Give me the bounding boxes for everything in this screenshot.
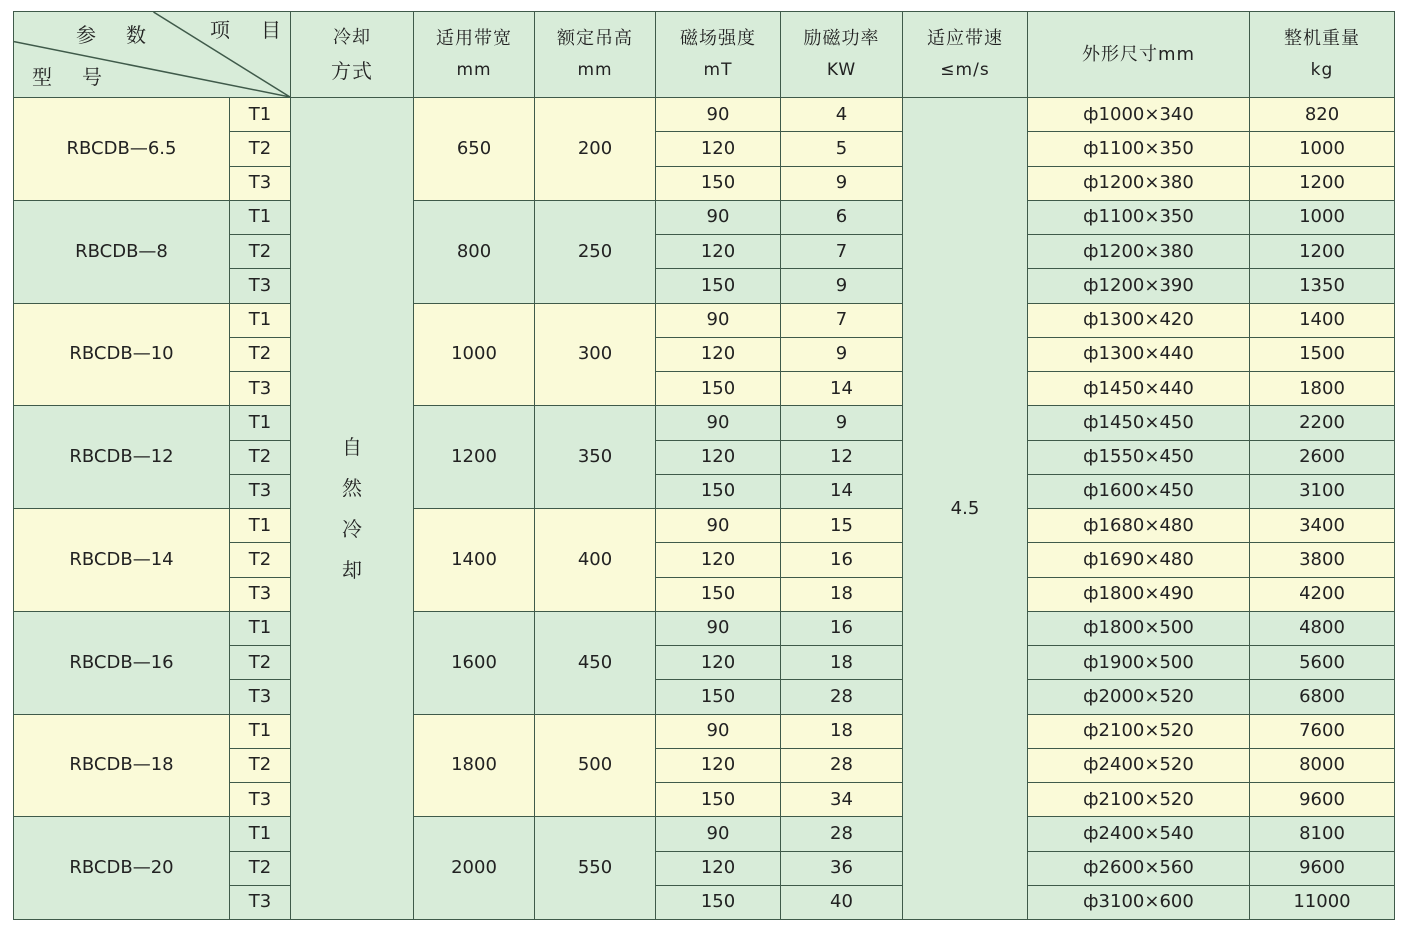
variant-cell: T1 [230,509,291,543]
weight-cell: 820 [1250,98,1395,132]
header-speed: 适应带速 ≤m/s [903,12,1028,98]
belt-width-cell: 1400 [414,509,535,612]
power-cell: 40 [781,885,903,919]
model-name-cell: RBCDB—8 [14,200,230,303]
lift-height-cell: 550 [535,817,656,920]
weight-cell: 1500 [1250,337,1395,371]
field-strength-cell: 120 [656,543,781,577]
table-row [14,200,1395,234]
variant-cell: T2 [230,440,291,474]
header-power: 励磁功率 KW [781,12,903,98]
header-field-strength: 磁场强度 mT [656,12,781,98]
variant-cell: T3 [230,166,291,200]
field-strength-cell: 150 [656,783,781,817]
weight-cell: 7600 [1250,714,1395,748]
weight-cell: 5600 [1250,646,1395,680]
field-strength-cell: 150 [656,474,781,508]
field-strength-cell: 150 [656,885,781,919]
corner-label-4: 目 [261,18,281,42]
lift-height-cell: 300 [535,303,656,406]
field-strength-cell: 90 [656,611,781,645]
field-strength-cell: 120 [656,646,781,680]
power-cell: 7 [781,303,903,337]
spec-table [13,11,1395,920]
corner-label-3: 项 [210,18,230,42]
dimensions-cell: ф2100×520 [1028,714,1250,748]
cooling-char: 冷 [342,516,362,541]
lift-height-cell: 250 [535,200,656,303]
dimensions-cell: ф2000×520 [1028,680,1250,714]
header-row [14,12,1395,98]
weight-cell: 4200 [1250,577,1395,611]
header-cooling: 冷却 方式 [291,12,414,98]
weight-cell: 2200 [1250,406,1395,440]
dimensions-cell: ф1450×450 [1028,406,1250,440]
field-strength-cell: 90 [656,200,781,234]
field-strength-cell: 150 [656,577,781,611]
dimensions-cell: ф1100×350 [1028,200,1250,234]
power-cell: 15 [781,509,903,543]
lift-height-cell: 500 [535,714,656,817]
dimensions-cell: ф1300×420 [1028,303,1250,337]
dimensions-cell: ф2400×540 [1028,817,1250,851]
power-cell: 12 [781,440,903,474]
header-lift-height: 额定吊高 mm [535,12,656,98]
weight-cell: 11000 [1250,885,1395,919]
field-strength-cell: 150 [656,372,781,406]
dimensions-cell: ф1900×500 [1028,646,1250,680]
power-cell: 16 [781,611,903,645]
field-strength-cell: 120 [656,235,781,269]
corner-label-6: 号 [82,65,102,89]
dimensions-cell: ф1800×490 [1028,577,1250,611]
power-cell: 28 [781,680,903,714]
spec-table-body [14,12,1395,920]
table-row [14,98,1395,132]
weight-cell: 3800 [1250,543,1395,577]
field-strength-cell: 90 [656,714,781,748]
weight-cell: 6800 [1250,680,1395,714]
field-strength-cell: 150 [656,166,781,200]
model-name-cell: RBCDB—18 [14,714,230,817]
power-cell: 34 [781,783,903,817]
belt-width-cell: 2000 [414,817,535,920]
weight-cell: 4800 [1250,611,1395,645]
header-weight: 整机重量 kg [1250,12,1395,98]
weight-cell: 9600 [1250,851,1395,885]
dimensions-cell: ф2100×520 [1028,783,1250,817]
variant-cell: T2 [230,235,291,269]
weight-cell: 9600 [1250,783,1395,817]
corner-header-cell [14,12,291,98]
variant-cell: T1 [230,406,291,440]
variant-cell: T3 [230,680,291,714]
corner-label-2: 数 [126,23,146,47]
power-cell: 9 [781,166,903,200]
field-strength-cell: 120 [656,337,781,371]
field-strength-cell: 90 [656,303,781,337]
corner-label-1: 参 [76,23,96,47]
power-cell: 28 [781,748,903,782]
power-cell: 9 [781,269,903,303]
variant-cell: T2 [230,851,291,885]
power-cell: 14 [781,474,903,508]
model-name-cell: RBCDB—12 [14,406,230,509]
lift-height-cell: 350 [535,406,656,509]
model-name-cell: RBCDB—14 [14,509,230,612]
power-cell: 18 [781,714,903,748]
dimensions-cell: ф3100×600 [1028,885,1250,919]
belt-width-cell: 1600 [414,611,535,714]
variant-cell: T3 [230,885,291,919]
belt-width-cell: 1000 [414,303,535,406]
header-dimensions: 外形尺寸mm [1028,12,1250,98]
weight-cell: 1000 [1250,200,1395,234]
variant-cell: T3 [230,372,291,406]
weight-cell: 3400 [1250,509,1395,543]
weight-cell: 1350 [1250,269,1395,303]
dimensions-cell: ф1200×380 [1028,235,1250,269]
power-cell: 6 [781,200,903,234]
field-strength-cell: 120 [656,132,781,166]
cooling-method-cell [291,98,414,920]
belt-width-cell: 1800 [414,714,535,817]
weight-cell: 2600 [1250,440,1395,474]
cooling-method-text [342,427,362,591]
variant-cell: T3 [230,783,291,817]
model-name-cell: RBCDB—20 [14,817,230,920]
model-name-cell: RBCDB—10 [14,303,230,406]
field-strength-cell: 90 [656,817,781,851]
dimensions-cell: ф2600×560 [1028,851,1250,885]
dimensions-cell: ф1300×440 [1028,337,1250,371]
header-belt-width: 适用带宽 mm [414,12,535,98]
dimensions-cell: ф1000×340 [1028,98,1250,132]
variant-cell: T1 [230,303,291,337]
lift-height-cell: 400 [535,509,656,612]
weight-cell: 1800 [1250,372,1395,406]
table-row [14,611,1395,645]
weight-cell: 8000 [1250,748,1395,782]
weight-cell: 1000 [1250,132,1395,166]
field-strength-cell: 150 [656,269,781,303]
power-cell: 14 [781,372,903,406]
variant-cell: T2 [230,132,291,166]
variant-cell: T2 [230,337,291,371]
variant-cell: T3 [230,577,291,611]
dimensions-cell: ф1690×480 [1028,543,1250,577]
weight-cell: 1200 [1250,166,1395,200]
power-cell: 36 [781,851,903,885]
power-cell: 18 [781,577,903,611]
field-strength-cell: 90 [656,406,781,440]
table-row [14,509,1395,543]
corner-label-5: 型 [32,65,52,89]
field-strength-cell: 90 [656,509,781,543]
belt-width-cell: 1200 [414,406,535,509]
power-cell: 5 [781,132,903,166]
lift-height-cell: 200 [535,98,656,201]
dimensions-cell: ф1100×350 [1028,132,1250,166]
field-strength-cell: 120 [656,440,781,474]
table-row [14,303,1395,337]
cooling-char: 自 [342,434,362,459]
variant-cell: T1 [230,200,291,234]
cooling-char: 然 [342,475,362,500]
belt-width-cell: 800 [414,200,535,303]
power-cell: 9 [781,406,903,440]
power-cell: 16 [781,543,903,577]
variant-cell: T2 [230,748,291,782]
power-cell: 9 [781,337,903,371]
table-row [14,406,1395,440]
dimensions-cell: ф1450×440 [1028,372,1250,406]
lift-height-cell: 450 [535,611,656,714]
variant-cell: T1 [230,611,291,645]
dimensions-cell: ф1200×390 [1028,269,1250,303]
dimensions-cell: ф2400×520 [1028,748,1250,782]
weight-cell: 1400 [1250,303,1395,337]
speed-cell: 4.5 [903,98,1028,920]
model-name-cell: RBCDB—16 [14,611,230,714]
power-cell: 18 [781,646,903,680]
weight-cell: 8100 [1250,817,1395,851]
weight-cell: 1200 [1250,235,1395,269]
field-strength-cell: 120 [656,748,781,782]
power-cell: 4 [781,98,903,132]
variant-cell: T1 [230,98,291,132]
power-cell: 7 [781,235,903,269]
cooling-char: 却 [342,557,362,582]
dimensions-cell: ф1800×500 [1028,611,1250,645]
dimensions-cell: ф1680×480 [1028,509,1250,543]
table-row [14,817,1395,851]
variant-cell: T3 [230,474,291,508]
belt-width-cell: 650 [414,98,535,201]
variant-cell: T2 [230,543,291,577]
variant-cell: T1 [230,817,291,851]
power-cell: 28 [781,817,903,851]
table-row [14,714,1395,748]
weight-cell: 3100 [1250,474,1395,508]
dimensions-cell: ф1550×450 [1028,440,1250,474]
field-strength-cell: 150 [656,680,781,714]
dimensions-cell: ф1600×450 [1028,474,1250,508]
dimensions-cell: ф1200×380 [1028,166,1250,200]
variant-cell: T3 [230,269,291,303]
field-strength-cell: 120 [656,851,781,885]
variant-cell: T1 [230,714,291,748]
model-name-cell: RBCDB—6.5 [14,98,230,201]
field-strength-cell: 90 [656,98,781,132]
variant-cell: T2 [230,646,291,680]
corner-diagonal-lines [14,12,290,97]
